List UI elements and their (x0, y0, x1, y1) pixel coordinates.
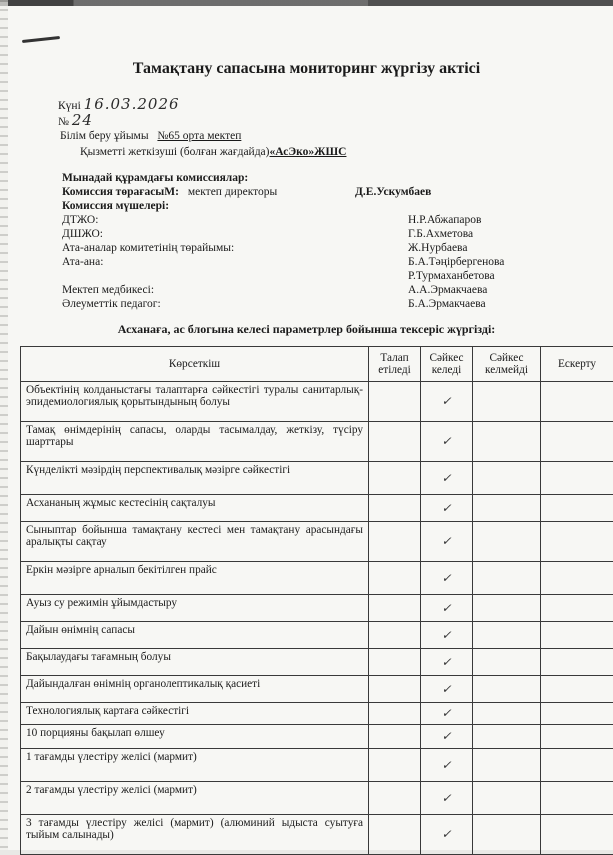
required-cell (369, 522, 421, 562)
noncompliant-cell (473, 422, 541, 462)
required-cell (369, 562, 421, 595)
table-row (21, 462, 613, 495)
noncompliant-cell (473, 622, 541, 649)
note-cell (541, 725, 613, 749)
header-note: Ескерту (541, 347, 613, 382)
required-cell (369, 422, 421, 462)
noncompliant-cell (473, 495, 541, 522)
note-cell (541, 749, 613, 782)
check-mark: ✓ (421, 725, 473, 749)
indicator-cell: Асхананың жұмыс кестесінің сақталуы (21, 495, 369, 522)
required-cell (369, 462, 421, 495)
member-name: Ж.Нурбаева (408, 242, 467, 255)
member-row (62, 214, 602, 227)
noncompliant-cell (473, 749, 541, 782)
noncompliant-cell (473, 703, 541, 725)
indicator-cell: 1 тағамды үлестіру желісі (мармит) (21, 749, 369, 782)
indicator-cell: Тамақ өнімдерінің сапасы, оларды тасымалдау, жеткізу, түсіру шарттары (21, 422, 369, 462)
note-cell (541, 649, 613, 676)
table-row (21, 595, 613, 622)
required-cell (369, 622, 421, 649)
note-cell (541, 676, 613, 703)
check-mark: ✓ (421, 782, 473, 815)
noncompliant-cell (473, 649, 541, 676)
header-noncompliant: Сәйкес келмейді (473, 347, 541, 382)
check-mark: ✓ (421, 815, 473, 855)
school-label: Білім беру ұйымы (60, 130, 149, 142)
member-role: Әлеуметтік педагог: (62, 298, 161, 310)
table-row (21, 495, 613, 522)
date-label: Күні (58, 100, 81, 112)
chair-label: Комиссия төрағасыМ: (62, 186, 179, 198)
note-cell (541, 422, 613, 462)
check-mark: ✓ (421, 562, 473, 595)
table-row (21, 725, 613, 749)
members-heading: Комиссия мүшелері: (62, 200, 169, 213)
header-compliant: Сәйкес келеді (421, 347, 473, 382)
provider-label: Қызметті жеткізуші (болған жағдайда) (80, 146, 270, 158)
indicator-cell: Күнделікті мәзірдің перспективалық мәзірге сәйкестігі (21, 462, 369, 495)
note-cell (541, 382, 613, 422)
check-mark: ✓ (421, 649, 473, 676)
document-title: Тамақтану сапасына мониторинг жүргізу актісі (0, 60, 613, 78)
note-cell (541, 462, 613, 495)
required-cell (369, 703, 421, 725)
member-row (62, 298, 602, 311)
number-line (58, 114, 93, 129)
member-role: Ата-аналар комитетінің төрайымы: (62, 242, 234, 254)
member-name: Г.Б.Ахметова (408, 228, 473, 241)
member-name: Р.Турмаханбетова (408, 270, 495, 283)
noncompliant-cell (473, 562, 541, 595)
required-cell (369, 749, 421, 782)
required-cell (369, 725, 421, 749)
required-cell (369, 815, 421, 855)
required-cell (369, 782, 421, 815)
table-row (21, 422, 613, 462)
table-row (21, 749, 613, 782)
member-row (62, 284, 602, 297)
note-cell (541, 622, 613, 649)
member-role: ДШЖО: (62, 228, 103, 240)
section-title: Асханаға, ас блогына келесі параметрлер бойынша тексеріс жүргізді: (0, 322, 613, 337)
member-name: Б.А.Тәңірбергенова (408, 256, 504, 269)
check-mark: ✓ (421, 595, 473, 622)
noncompliant-cell (473, 595, 541, 622)
chair-role: мектеп директоры (188, 186, 277, 198)
provider-value: «АсЭко»ЖШС (270, 146, 347, 158)
chair-name: Д.Е.Ускумбаев (355, 186, 431, 199)
indicator-cell: Бақылаудағы тағамның болуы (21, 649, 369, 676)
required-cell (369, 649, 421, 676)
number-value: 24 (72, 111, 93, 129)
number-label: № (58, 116, 69, 128)
indicator-cell: Сыныптар бойынша тамақтану кестесі мен тамақтану арасындағы аралықты сақтау (21, 522, 369, 562)
member-role: Ата-ана: (62, 256, 103, 268)
noncompliant-cell (473, 676, 541, 703)
table-header-row (21, 347, 613, 382)
scan-edge-left (0, 0, 8, 850)
member-role: Мектеп медбикесі: (62, 284, 154, 296)
note-cell (541, 522, 613, 562)
check-mark: ✓ (421, 622, 473, 649)
required-cell (369, 495, 421, 522)
noncompliant-cell (473, 462, 541, 495)
indicator-cell: Дайын өнімнің сапасы (21, 622, 369, 649)
member-row (62, 242, 602, 255)
check-mark: ✓ (421, 522, 473, 562)
header-required: Талап етіледі (369, 347, 421, 382)
table-row (21, 649, 613, 676)
school-value: №65 орта мектеп (157, 130, 241, 142)
member-row (62, 228, 602, 241)
note-cell (541, 495, 613, 522)
member-role: ДТЖО: (62, 214, 98, 226)
member-name: А.А.Эрмакчаева (408, 284, 487, 297)
indicator-cell: Объектінің колданыстағы талаптарға сәйкестігі туралы санитарлық-эпидемиологиялық қорытындының болуы (21, 382, 369, 422)
indicator-cell: Дайындалған өнімнің органолептикалық қасиеті (21, 676, 369, 703)
note-cell (541, 562, 613, 595)
indicator-cell: 2 тағамды үлестіру желісі (мармит) (21, 782, 369, 815)
check-mark: ✓ (421, 382, 473, 422)
check-mark: ✓ (421, 462, 473, 495)
noncompliant-cell (473, 382, 541, 422)
required-cell (369, 595, 421, 622)
noncompliant-cell (473, 782, 541, 815)
indicator-cell: Технологиялық картаға сәйкестігі (21, 703, 369, 725)
note-cell (541, 815, 613, 855)
inspection-table (20, 346, 613, 855)
required-cell (369, 382, 421, 422)
table-row (21, 815, 613, 855)
member-name: Н.Р.Абжапаров (408, 214, 481, 227)
table-row (21, 676, 613, 703)
indicator-cell: 10 порцияны бақылап өлшеу (21, 725, 369, 749)
header-indicator: Көрсеткіш (21, 347, 369, 382)
check-mark: ✓ (421, 495, 473, 522)
noncompliant-cell (473, 725, 541, 749)
noncompliant-cell (473, 522, 541, 562)
member-name: Б.А.Эрмакчаева (408, 298, 486, 311)
table-row (21, 703, 613, 725)
table-row (21, 382, 613, 422)
scan-edge-top (0, 0, 613, 6)
noncompliant-cell (473, 815, 541, 855)
table-row (21, 622, 613, 649)
table-row (21, 562, 613, 595)
required-cell (369, 676, 421, 703)
check-mark: ✓ (421, 749, 473, 782)
member-row (62, 256, 602, 269)
school-line (60, 130, 241, 143)
commission-heading: Мынадай құрамдағы комиссиялар: (62, 172, 248, 185)
chair-line (62, 186, 592, 199)
provider-line (80, 146, 346, 159)
note-cell (541, 703, 613, 725)
note-cell (541, 595, 613, 622)
check-mark: ✓ (421, 422, 473, 462)
indicator-cell: Еркін мәзірге арналып бекітілген прайс (21, 562, 369, 595)
date-value: 16.03.2026 (84, 95, 180, 113)
indicator-cell: 3 тағамды үлестіру желісі (мармит) (алюминий ыдыста суытуға тыйым салынады) (21, 815, 369, 855)
table-row (21, 522, 613, 562)
note-cell (541, 782, 613, 815)
pen-mark (22, 36, 60, 43)
indicator-cell: Ауыз су режимін ұйымдастыру (21, 595, 369, 622)
check-mark: ✓ (421, 703, 473, 725)
check-mark: ✓ (421, 676, 473, 703)
table-row (21, 782, 613, 815)
